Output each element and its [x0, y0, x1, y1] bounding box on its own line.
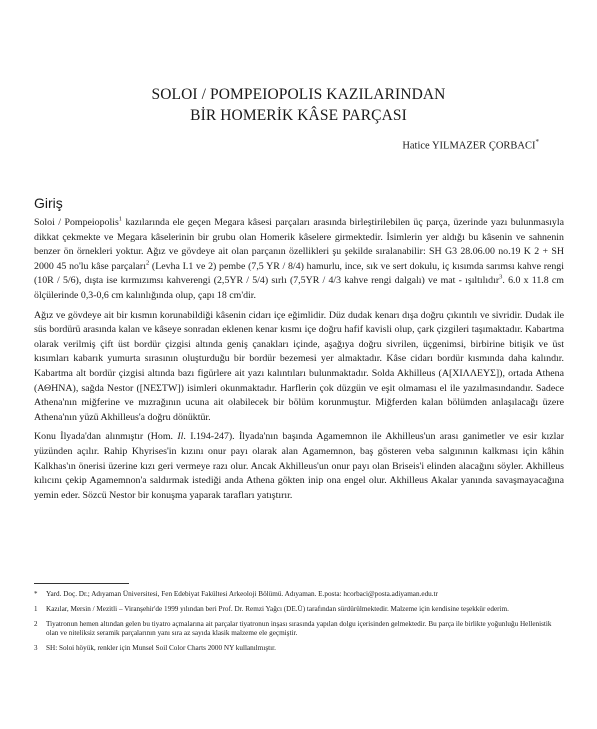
paragraph-1-part-d: . 6.0 x 11.8 cm ölçülerinde 0,3-0,6 cm kalınlığında olup, çapı 18 cm'dir. — [34, 275, 564, 301]
footnote-text: Kazılar, Mersin / Mezitli – Viranşehir'de 1999 yılından beri Prof. Dr. Remzi Yağcı (DE.Ü) tarafından sürdürülmektedir. Malzeme için kendisine teşekkür ederim. — [46, 604, 509, 613]
paragraph-1-part-a: Soloi / Pompeiopolis — [34, 217, 119, 228]
footnote-text: Tiyatronun hemen altından gelen bu tiyatro açmalarına ait parçalar tiyatronun inşası sırasında yapılan dolgu içerisinden gelmektedir. Bu parça ile birlikte yoğunluğu Hellenistik olan ve niteliksiz seramik parçalarının yanı sıra az sayıda klasik malzeme ele geçmiştir. — [46, 619, 552, 638]
footnote-ref-1: 1 — [118, 215, 123, 223]
footnote — [34, 644, 564, 654]
author-name: Hatice YILMAZER ÇORBACI — [402, 140, 536, 152]
paragraph-3-part-a: Konu İlyada'dan alınmıştır (Hom. — [34, 431, 178, 443]
title-line-1: SOLOI / POMPEIOPOLIS KAZILARINDAN — [151, 86, 446, 103]
paragraph-3-italic: Il — [177, 431, 184, 443]
footnote — [34, 590, 564, 600]
footnote-text: SH: Soloi höyük, renkler için Munsel Soil Color Charts 2000 NY kullanılmıştır. — [46, 644, 276, 653]
article-title — [60, 84, 537, 126]
paragraph-3 — [34, 430, 564, 503]
paragraph-3-part-b: . I.194-247). İlyada'nın başında Agamemnon ile Akhilleus'un arası ganimetler ve esir kızlar yüzünden açılır. Rahip Khyrises'in kızını onur payı olarak alan Agamemnon, baş gösteren veba salgınının kalkması için kâhin Kalkhas'ın önerisi üzerine kızı geri vermeye razı olur. Ancak Akhilleus'un onur payı olan Briseis'i elinden alacağını söyler. Akhilleus kılıcını çekip Agamemnon'a saldırmak istediği anda Athena gökten inip ona engel olur. Akhilleus Akalar yanında savaşmayacağına yemin eder. Sözcü Nestor bir konuşma yaparak tarafları yatıştırır. — [34, 431, 564, 501]
footnote-text: Yard. Doç. Dr.; Adıyaman Üniversitesi, Fen Edebiyat Fakültesi Arkeoloji Bölümü. Adıyaman. E.posta: hcorbaci@posta.adiyaman.edu.tr — [46, 590, 438, 598]
footnote-mark: 1 — [34, 604, 38, 613]
paragraph-1 — [34, 216, 564, 304]
paragraph-1-part-b: kazılarında ele geçen Megara kâsesi parçaları arasında birleştirilebilen üç parça, üzerinde yazı bulunmasıyla dikkat çekmekte ve Megara kâselerinin bir grubu olan Homerik kâselere girmektedir. İsimlerin yer aldığı bu kâsenin ve sahnenin benzer ön örnekleri yoktur. Ağız ve gövdeye ait olan parçanın özellikleri şu şekilde sıralanabilir: SH G3 28.06.00 no.19 K 2 + SH 2000 45 no'lu kâse parçaları — [34, 217, 564, 272]
footnotes — [34, 590, 564, 659]
footnote-mark: 3 — [34, 644, 38, 653]
footnote — [34, 605, 564, 615]
author-line — [402, 138, 539, 152]
footnote — [34, 620, 564, 640]
paragraph-1-part-c: (Levha I.1 ve 2) pembe (7,5 YR / 8/4) hamurlu, ince, sık ve sert dokulu, iç kısımda sarımsı kahve rengi (10R / 5/6), dışta ise kırmızımsı kahverengi (2,5YR / 5/4) sırlı (7,5YR / 4/3 kahve rengi dalgalı) ve mat - ışıltılıdır — [34, 260, 564, 287]
footnote-divider — [34, 583, 129, 584]
footnote-ref-3: 3 — [499, 274, 503, 282]
section-heading: Giriş — [34, 195, 63, 211]
footnote-ref-2: 2 — [145, 259, 150, 267]
paragraph-2: Ağız ve gövdeye ait bir kısmın korunabildiği kâsenin cidarı içe eğimlidir. Düz dudak kenarı dışa doğru çıkıntılı ve sivridir. Dudak ile süs bordürü arasında kalan ve kâseye sonradan eklenen kenar kısmı içe doğru hafif kavisli olup, çark çizgileri taşımaktadır. Kabartma olarak verilmiş çift üst bordür çizgisi altında geniş çanakları içinde, aşağıya doğru sivrilen, üçgenimsi, birbirine bitişik ve üst kısımları kabarık yumurta sırasının oluşturduğu bir bordür bezemesi yer almaktadır. Kâse cidarı bordür kısmında daha kalındır. Kabartma alt bordür çizgisi altında bazı figürlere ait yazı kalıntıları bulunmaktadır. Solda Akhilleus (Α[ΧΙΛΛΕΥΣ]), ortada Athena (ΑΘΗΝΑ), sağda Nestor ([ΝΕΣΤW]) isimleri okunmaktadır. Harflerin çok düzgün ve eşit olmaması el ile yazılmasındandır. Sadece Athena'nın miğferine ve mızrağının ucuna ait olabilecek bir bölüm korunmuştur. Miğferden kalan bölümden anlaşılacağı üzere Athena'nın yüzü Akhilleus'a doğru dönüktür. — [34, 309, 564, 423]
author-footnote-mark: * — [535, 138, 539, 146]
footnote-mark: * — [34, 590, 38, 598]
body-text — [34, 216, 564, 508]
footnote-mark: 2 — [34, 619, 38, 628]
title-line-2: BİR HOMERİK KÂSE PARÇASI — [190, 107, 407, 124]
